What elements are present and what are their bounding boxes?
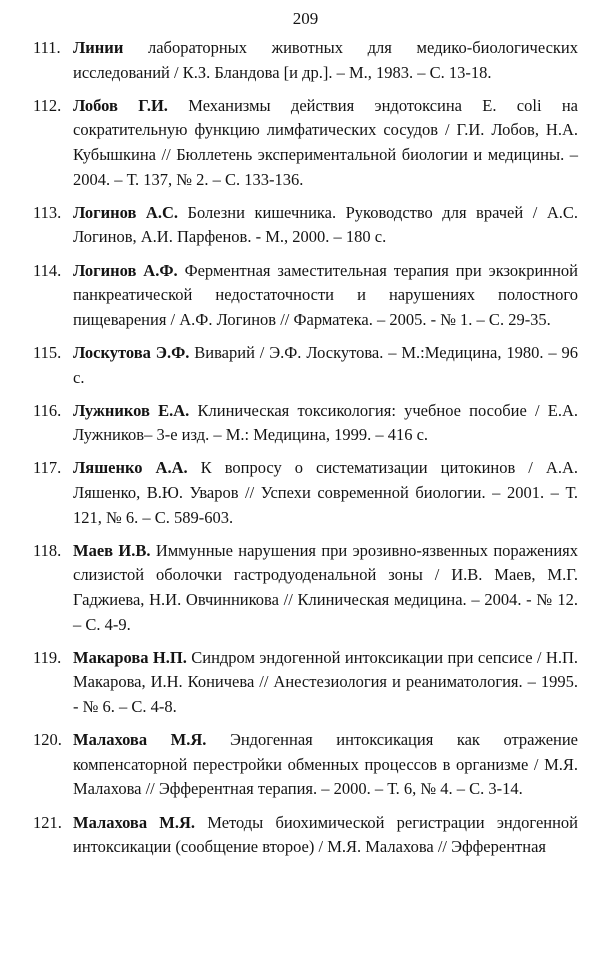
reference-item-120 bbox=[33, 728, 578, 802]
reference-author: Лужников Е.А. bbox=[73, 400, 190, 420]
reference-author: Лобов Г.И. bbox=[73, 95, 168, 115]
reference-author: Логинов А.С. bbox=[73, 202, 178, 222]
reference-text: Клиническая токсикология: учебное пособие / Е.А. Лужников– 3-е изд. – М.: Медицина, 1999. – 416 с. bbox=[73, 400, 578, 445]
reference-item-117 bbox=[33, 456, 578, 530]
reference-number: 117. bbox=[33, 458, 62, 478]
reference-number: 118. bbox=[33, 540, 62, 560]
reference-author: Логинов А.Ф. bbox=[73, 260, 178, 280]
reference-number: 115. bbox=[33, 342, 62, 362]
reference-text: лабораторных животных для медико-биологических исследований / К.З. Бландова [и др.]. – М., 1983. – С. 13-18. bbox=[73, 38, 579, 82]
reference-item-113 bbox=[33, 201, 578, 250]
reference-text: Виварий / Э.Ф. Лоскутова. – М.:Медицина, 1980. – 96 с. bbox=[73, 342, 579, 387]
reference-item-118 bbox=[33, 539, 578, 637]
reference-number: 113. bbox=[33, 202, 62, 222]
reference-item-121 bbox=[33, 811, 578, 860]
reference-number: 116. bbox=[33, 400, 62, 420]
page-number: 209 bbox=[292, 9, 319, 28]
reference-text: Ферментная заместительная терапия при экзокринной панкреатической недостаточности и нарушениях полостного пищеварения / А.Ф. Логинов // Фарматека. – 2005. - № 1. – С. 29-35. bbox=[73, 260, 579, 329]
reference-text: Иммунные нарушения при эрозивно-язвенных поражениях слизистой оболочки гастродуоденальной зоны / И.В. Маев, М.Г. Гаджиева, Н.И. Овчинникова // Клиническая медицина. – 2004. - № 12. – С. 4-9. bbox=[73, 540, 578, 634]
reference-author: Линии bbox=[73, 38, 124, 57]
reference-author: Маев И.В. bbox=[73, 540, 151, 560]
reference-number: 112. bbox=[33, 95, 62, 115]
reference-number: 121. bbox=[33, 812, 62, 832]
reference-text: Синдром эндогенной интоксикации при сепсисе / Н.П. Макарова, И.Н. Коничева // Анестезиология и реаниматология. – 1995. - № 6. – С. 4-8. bbox=[73, 647, 578, 716]
reference-text: Эндогенная интоксикация как отражение компенсаторной перестройки обменных процессов в организме / М.Я. Малахова // Эфферентная терапия. – 2000. – Т. 6, № 4. – С. 3-14. bbox=[73, 730, 578, 799]
reference-text: Методы биохимической регистрации эндогенной интоксикации (сообщение второе) / М.Я. Малахова // Эфферентная bbox=[73, 812, 579, 857]
reference-item-112 bbox=[33, 94, 578, 192]
reference-author: Лоскутова Э.Ф. bbox=[73, 342, 190, 362]
reference-item-119 bbox=[33, 646, 578, 720]
reference-text: Болезни кишечника. Руководство для врачей / А.С. Логинов, А.И. Парфенов. - М., 2000. – 180 с. bbox=[73, 202, 578, 247]
reference-number: 111. bbox=[33, 38, 61, 57]
reference-list bbox=[33, 36, 578, 868]
reference-number: 120. bbox=[33, 730, 62, 750]
reference-author: Ляшенко А.А. bbox=[73, 458, 188, 478]
reference-item-115 bbox=[33, 341, 578, 390]
reference-author: Малахова М.Я. bbox=[73, 730, 207, 750]
reference-author: Макарова Н.П. bbox=[73, 647, 187, 667]
reference-item-114 bbox=[33, 259, 578, 333]
reference-text: К вопросу о систематизации цитокинов / А.А. Ляшенко, В.Ю. Уваров // Успехи современной биологии. – 2001. – Т. 121, № 6. – С. 589-603. bbox=[73, 458, 578, 527]
reference-text: Механизмы действия эндотоксина E. coli на сократительную функцию лимфатических сосудов / Г.И. Лобов, Н.А. Кубышкина // Бюллетень экспериментальной биологии и медицины. – 2004. – Т. 137, № 2. – С. 133-136. bbox=[73, 95, 578, 189]
reference-item-116 bbox=[33, 399, 578, 448]
reference-author: Малахова М.Я. bbox=[73, 812, 196, 832]
reference-number: 119. bbox=[33, 647, 62, 667]
reference-number: 114. bbox=[33, 260, 62, 280]
reference-item-111 bbox=[33, 36, 578, 85]
